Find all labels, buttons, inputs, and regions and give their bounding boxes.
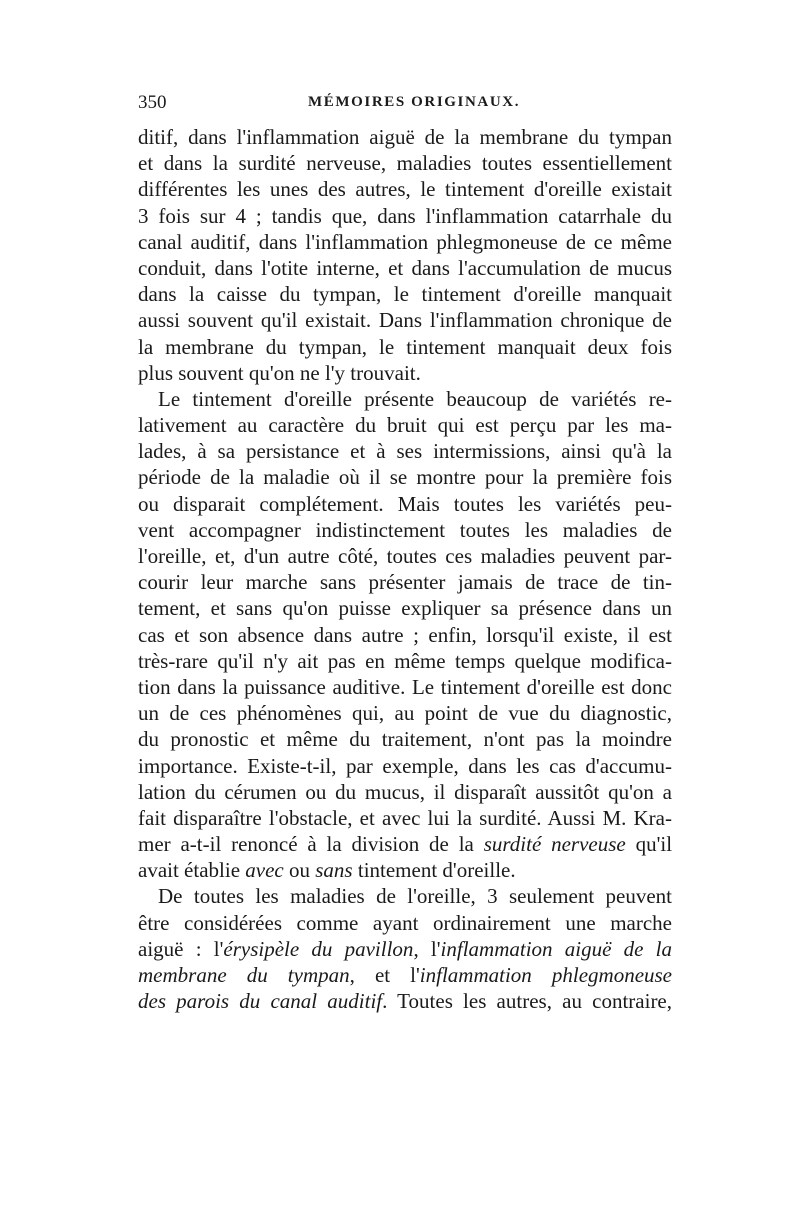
text-line: l'oreille, et, d'un autre côté, toutes ces maladies peuvent par- <box>138 544 672 568</box>
paragraph-2 <box>138 386 672 884</box>
italic-run: inflammation phlegmoneuse <box>419 963 672 987</box>
italic-run: érysipèle du pavillon <box>223 936 414 961</box>
text-run: avait établie <box>138 858 241 883</box>
text-line: du pronostic et même du traitement, n'ont pas la moindre <box>138 727 672 752</box>
text-run: , et l' <box>349 963 420 987</box>
text-line: être considérées comme ayant ordinairement une marche <box>138 910 672 935</box>
text-run: , l' <box>413 936 441 961</box>
text-line: différentes les unes des autres, le tintement d'oreille existait <box>138 177 672 202</box>
text-line: tement, et sans qu'on puisse expliquer sa présence dans un <box>138 596 672 621</box>
text-line: dans la caisse du tympan, le tintement d'oreille manquait <box>138 282 672 307</box>
text-line-mixed <box>138 962 672 988</box>
text-line: ou disparait complétement. Mais toutes les variétés peu- <box>138 491 672 516</box>
text-line: canal auditif, dans l'inflammation phlegmoneuse de ce même <box>138 229 672 254</box>
italic-run: inflammation aiguë de la <box>440 936 672 961</box>
text-line: très-rare qu'il n'y ait pas en même temps quelque modifica- <box>138 648 672 673</box>
text-line: la membrane du tympan, le tintement manquait deux fois <box>138 334 672 359</box>
text-line: courir leur marche sans présenter jamais de trace de tin- <box>138 570 672 595</box>
text-run: l' <box>213 936 224 961</box>
text-line: un de ces phénomènes qui, au point de vue du diagnostic, <box>138 701 672 726</box>
text-line: aussi souvent qu'il existait. Dans l'inflammation chronique de <box>138 308 672 333</box>
text-run: . Toutes les autres, au contraire, <box>382 989 672 1014</box>
text-line: lativement au caractère du bruit qui est perçu par les ma- <box>138 413 672 438</box>
text-line: De toutes les maladies de l'oreille, 3 seulement peuvent <box>158 884 672 909</box>
text-run: qu'il <box>635 832 672 857</box>
text-line: ditif, dans l'inflammation aiguë de la membrane du tympan <box>138 125 672 149</box>
text-line: plus souvent qu'on ne l'y trouvait. <box>138 360 421 385</box>
text-run: aiguë : <box>138 936 202 961</box>
italic-run: membrane du tympan <box>138 963 350 987</box>
text-line: lades, à sa persistance et à ses intermissions, ainsi qu'à la <box>138 439 672 464</box>
page-number: 350 <box>138 92 167 113</box>
text-line: 3 fois sur 4 ; tandis que, dans l'inflammation catarrhale du <box>138 203 672 228</box>
italic-run: sans <box>315 858 353 883</box>
book-page <box>138 92 672 1014</box>
text-line: importance. Existe-t-il, par exemple, dans les cas d'accumu- <box>138 753 672 778</box>
text-line: tion dans la puissance auditive. Le tintement d'oreille est donc <box>138 674 672 699</box>
paragraph-3 <box>138 883 672 1014</box>
paragraph-1 <box>138 124 672 386</box>
text-line-mixed <box>138 831 672 857</box>
text-run: ou <box>289 858 310 883</box>
text-line: conduit, dans l'otite interne, et dans l'accumulation de mucus <box>138 255 672 280</box>
running-title: MÉMOIRES ORIGINAUX. <box>308 94 521 110</box>
text-line: fait disparaître l'obstacle, et avec lui la surdité. Aussi M. Kra- <box>138 805 672 830</box>
text-line: période de la maladie où il se montre pour la première fois <box>138 465 672 490</box>
italic-run: des parois du canal auditif <box>138 989 383 1014</box>
italic-run: surdité nerveuse <box>483 832 626 857</box>
text-line: cas et son absence dans autre ; enfin, lorsqu'il existe, il est <box>138 622 672 647</box>
text-line: lation du cérumen ou du mucus, il disparaît aussitôt qu'on a <box>138 779 672 804</box>
text-line-mixed <box>138 936 672 962</box>
running-head <box>138 92 672 124</box>
text-line-mixed <box>138 857 672 883</box>
text-run: tintement d'oreille. <box>357 858 516 883</box>
text-line: vent accompagner indistinctement toutes les maladies de <box>138 517 672 542</box>
italic-run: avec <box>245 858 284 883</box>
text-line: Le tintement d'oreille présente beaucoup de variétés re- <box>158 386 672 411</box>
text-line: et dans la surdité nerveuse, maladies toutes essentiellement <box>138 151 672 176</box>
text-run: mer a-t-il renoncé à la division de la <box>138 832 474 857</box>
text-line-mixed <box>138 988 672 1014</box>
